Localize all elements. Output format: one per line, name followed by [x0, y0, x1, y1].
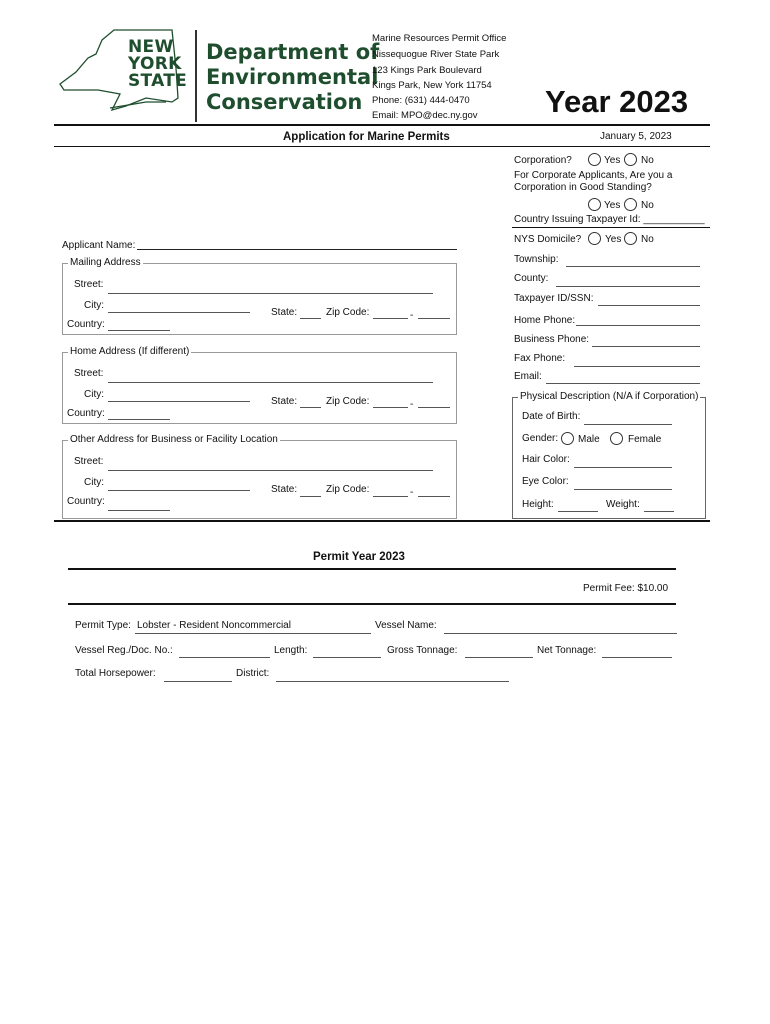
other-country-field[interactable] — [108, 510, 170, 511]
other-country-label: Country: — [67, 496, 105, 507]
nys-domicile-no-radio[interactable] — [624, 232, 637, 245]
corporation-yes-label: Yes — [604, 155, 621, 166]
total-horsepower-field[interactable] — [164, 681, 232, 682]
permit-fee-rule — [68, 603, 676, 605]
permit-type-field[interactable] — [135, 633, 371, 634]
vessel-name-label: Vessel Name: — [375, 620, 437, 631]
total-horsepower-label: Total Horsepower: — [75, 668, 156, 679]
home-zip-field[interactable] — [373, 407, 408, 408]
hair-color-label: Hair Color: — [522, 454, 570, 465]
logo-dept-line-2: Environmental — [206, 65, 379, 89]
good-standing-yes-radio[interactable] — [588, 198, 601, 211]
township-label: Township: — [514, 254, 559, 265]
home-zip-ext-field[interactable] — [418, 407, 450, 408]
mailing-country-field[interactable] — [108, 330, 170, 331]
mailing-city-field[interactable] — [108, 312, 250, 313]
permit-year-rule — [68, 568, 676, 570]
other-zip-dash: - — [410, 487, 414, 498]
hair-color-field[interactable] — [574, 467, 672, 468]
permit-type-value[interactable]: Lobster - Resident Noncommercial — [137, 620, 291, 631]
other-zip-label: Zip Code: — [326, 484, 370, 495]
nys-domicile-no-label: No — [641, 234, 654, 245]
corporation-yes-radio[interactable] — [588, 153, 601, 166]
other-zip-ext-field[interactable] — [418, 496, 450, 497]
other-street-field[interactable] — [108, 470, 433, 471]
home-country-field[interactable] — [108, 419, 170, 420]
business-phone-label: Business Phone: — [514, 334, 590, 345]
mailing-country-label: Country: — [67, 319, 105, 330]
mailing-state-label: State: — [271, 307, 298, 318]
good-standing-question-line-1: For Corporate Applicants, Are you a — [514, 170, 673, 181]
home-city-field[interactable] — [108, 401, 250, 402]
business-phone-field[interactable] — [592, 346, 700, 347]
title-rule — [54, 146, 710, 147]
fax-phone-field[interactable] — [574, 366, 700, 367]
office-city: Kings Park, New York 11754 — [372, 80, 492, 91]
county-field[interactable] — [556, 286, 700, 287]
header-rule — [54, 124, 710, 126]
physical-description-title: Physical Description (N/A if Corporation) — [520, 391, 699, 402]
vessel-reg-field[interactable] — [179, 657, 270, 658]
gender-male-radio[interactable] — [561, 432, 574, 445]
good-standing-no-label: No — [641, 200, 654, 211]
other-address-group — [62, 440, 457, 519]
district-label: District: — [236, 668, 270, 679]
home-street-field[interactable] — [108, 382, 433, 383]
county-label: County: — [514, 273, 549, 284]
home-zip-label: Zip Code: — [326, 396, 370, 407]
fax-phone-label: Fax Phone: — [514, 353, 566, 364]
good-standing-no-radio[interactable] — [624, 198, 637, 211]
gender-female-radio[interactable] — [610, 432, 623, 445]
office-street: 123 Kings Park Boulevard — [372, 65, 482, 76]
eye-color-label: Eye Color: — [522, 476, 569, 487]
taxpayer-country-rule — [512, 227, 710, 228]
mailing-state-field[interactable] — [300, 318, 321, 319]
nys-domicile-yes-radio[interactable] — [588, 232, 601, 245]
eye-color-field[interactable] — [574, 489, 672, 490]
home-address-group — [62, 352, 457, 424]
home-street-label: Street: — [74, 368, 104, 379]
email-field[interactable] — [546, 383, 700, 384]
corporation-no-label: No — [641, 155, 654, 166]
office-email: Email: MPO@dec.ny.gov — [372, 110, 478, 121]
logo-dept-line-1: Department of — [206, 40, 380, 64]
taxpayer-id-field[interactable] — [598, 305, 700, 306]
office-park: Nissequogue River State Park — [372, 49, 500, 60]
gender-female-label: Female — [628, 434, 662, 445]
other-city-field[interactable] — [108, 490, 250, 491]
office-phone: Phone: (631) 444-0470 — [372, 95, 470, 106]
gross-tonnage-label: Gross Tonnage: — [387, 645, 458, 656]
length-label: Length: — [274, 645, 308, 656]
mailing-zip-field[interactable] — [373, 318, 408, 319]
taxpayer-id-label: Taxpayer ID/SSN: — [514, 293, 594, 304]
permit-fee: Permit Fee: $10.00 — [583, 583, 669, 594]
net-tonnage-label: Net Tonnage: — [537, 645, 597, 656]
weight-field[interactable] — [644, 511, 674, 512]
date-of-birth-field[interactable] — [584, 424, 672, 425]
district-field[interactable] — [276, 681, 509, 682]
nys-domicile-label: NYS Domicile? — [514, 234, 582, 245]
applicant-section-rule — [54, 520, 710, 522]
net-tonnage-field[interactable] — [602, 657, 672, 658]
good-standing-yes-label: Yes — [604, 200, 621, 211]
mailing-street-label: Street: — [74, 279, 104, 290]
mailing-street-field[interactable] — [108, 293, 433, 294]
weight-label: Weight: — [606, 499, 640, 510]
gross-tonnage-field[interactable] — [465, 657, 533, 658]
taxpayer-country-label: Country Issuing Taxpayer Id: ___________ — [514, 214, 705, 225]
other-state-field[interactable] — [300, 496, 321, 497]
other-city-label: City: — [84, 477, 104, 488]
logo-state-line-1: NEW — [128, 37, 174, 57]
home-state-label: State: — [271, 396, 298, 407]
permit-year-title: Permit Year 2023 — [313, 551, 405, 563]
home-phone-field[interactable] — [576, 325, 700, 326]
applicant-name-label: Applicant Name: — [62, 240, 136, 251]
logo-state-line-2: YORK — [128, 54, 182, 74]
date-of-birth-label: Date of Birth: — [522, 411, 581, 422]
home-phone-label: Home Phone: — [514, 315, 576, 326]
home-zip-dash: - — [410, 399, 414, 410]
corporation-label: Corporation? — [514, 155, 572, 166]
height-label: Height: — [522, 499, 554, 510]
form-date: January 5, 2023 — [600, 131, 672, 142]
other-street-label: Street: — [74, 456, 104, 467]
logo-state-line-3: STATE — [128, 71, 188, 91]
vessel-name-field[interactable] — [444, 633, 677, 634]
good-standing-question-line-2: Corporation in Good Standing? — [514, 182, 652, 193]
gender-label: Gender: — [522, 433, 559, 444]
home-state-field[interactable] — [300, 407, 321, 408]
nys-domicile-yes-label: Yes — [605, 234, 622, 245]
mailing-zip-dash: - — [410, 310, 414, 321]
home-city-label: City: — [84, 389, 104, 400]
permit-type-label: Permit Type: — [75, 620, 131, 631]
form-title: Application for Marine Permits — [283, 131, 450, 143]
office-name: Marine Resources Permit Office — [372, 33, 507, 44]
mailing-zip-label: Zip Code: — [326, 307, 370, 318]
other-address-title: Other Address for Business or Facility Location — [70, 434, 278, 445]
height-field[interactable] — [558, 511, 598, 512]
corporation-no-radio[interactable] — [624, 153, 637, 166]
mailing-zip-ext-field[interactable] — [418, 318, 450, 319]
mailing-address-group — [62, 263, 457, 335]
applicant-name-field[interactable] — [137, 249, 457, 250]
vessel-reg-label: Vessel Reg./Doc. No.: — [75, 645, 173, 656]
other-state-label: State: — [271, 484, 298, 495]
length-field[interactable] — [313, 657, 381, 658]
home-country-label: Country: — [67, 408, 105, 419]
township-field[interactable] — [566, 266, 700, 267]
other-zip-field[interactable] — [373, 496, 408, 497]
mailing-address-title: Mailing Address — [70, 257, 141, 268]
logo-divider — [195, 30, 197, 122]
email-label: Email: — [514, 371, 542, 382]
mailing-city-label: City: — [84, 300, 104, 311]
home-address-title: Home Address (If different) — [70, 346, 190, 357]
gender-male-label: Male — [578, 434, 600, 445]
form-year: Year 2023 — [545, 84, 689, 119]
logo-dept-line-3: Conservation — [206, 90, 363, 114]
